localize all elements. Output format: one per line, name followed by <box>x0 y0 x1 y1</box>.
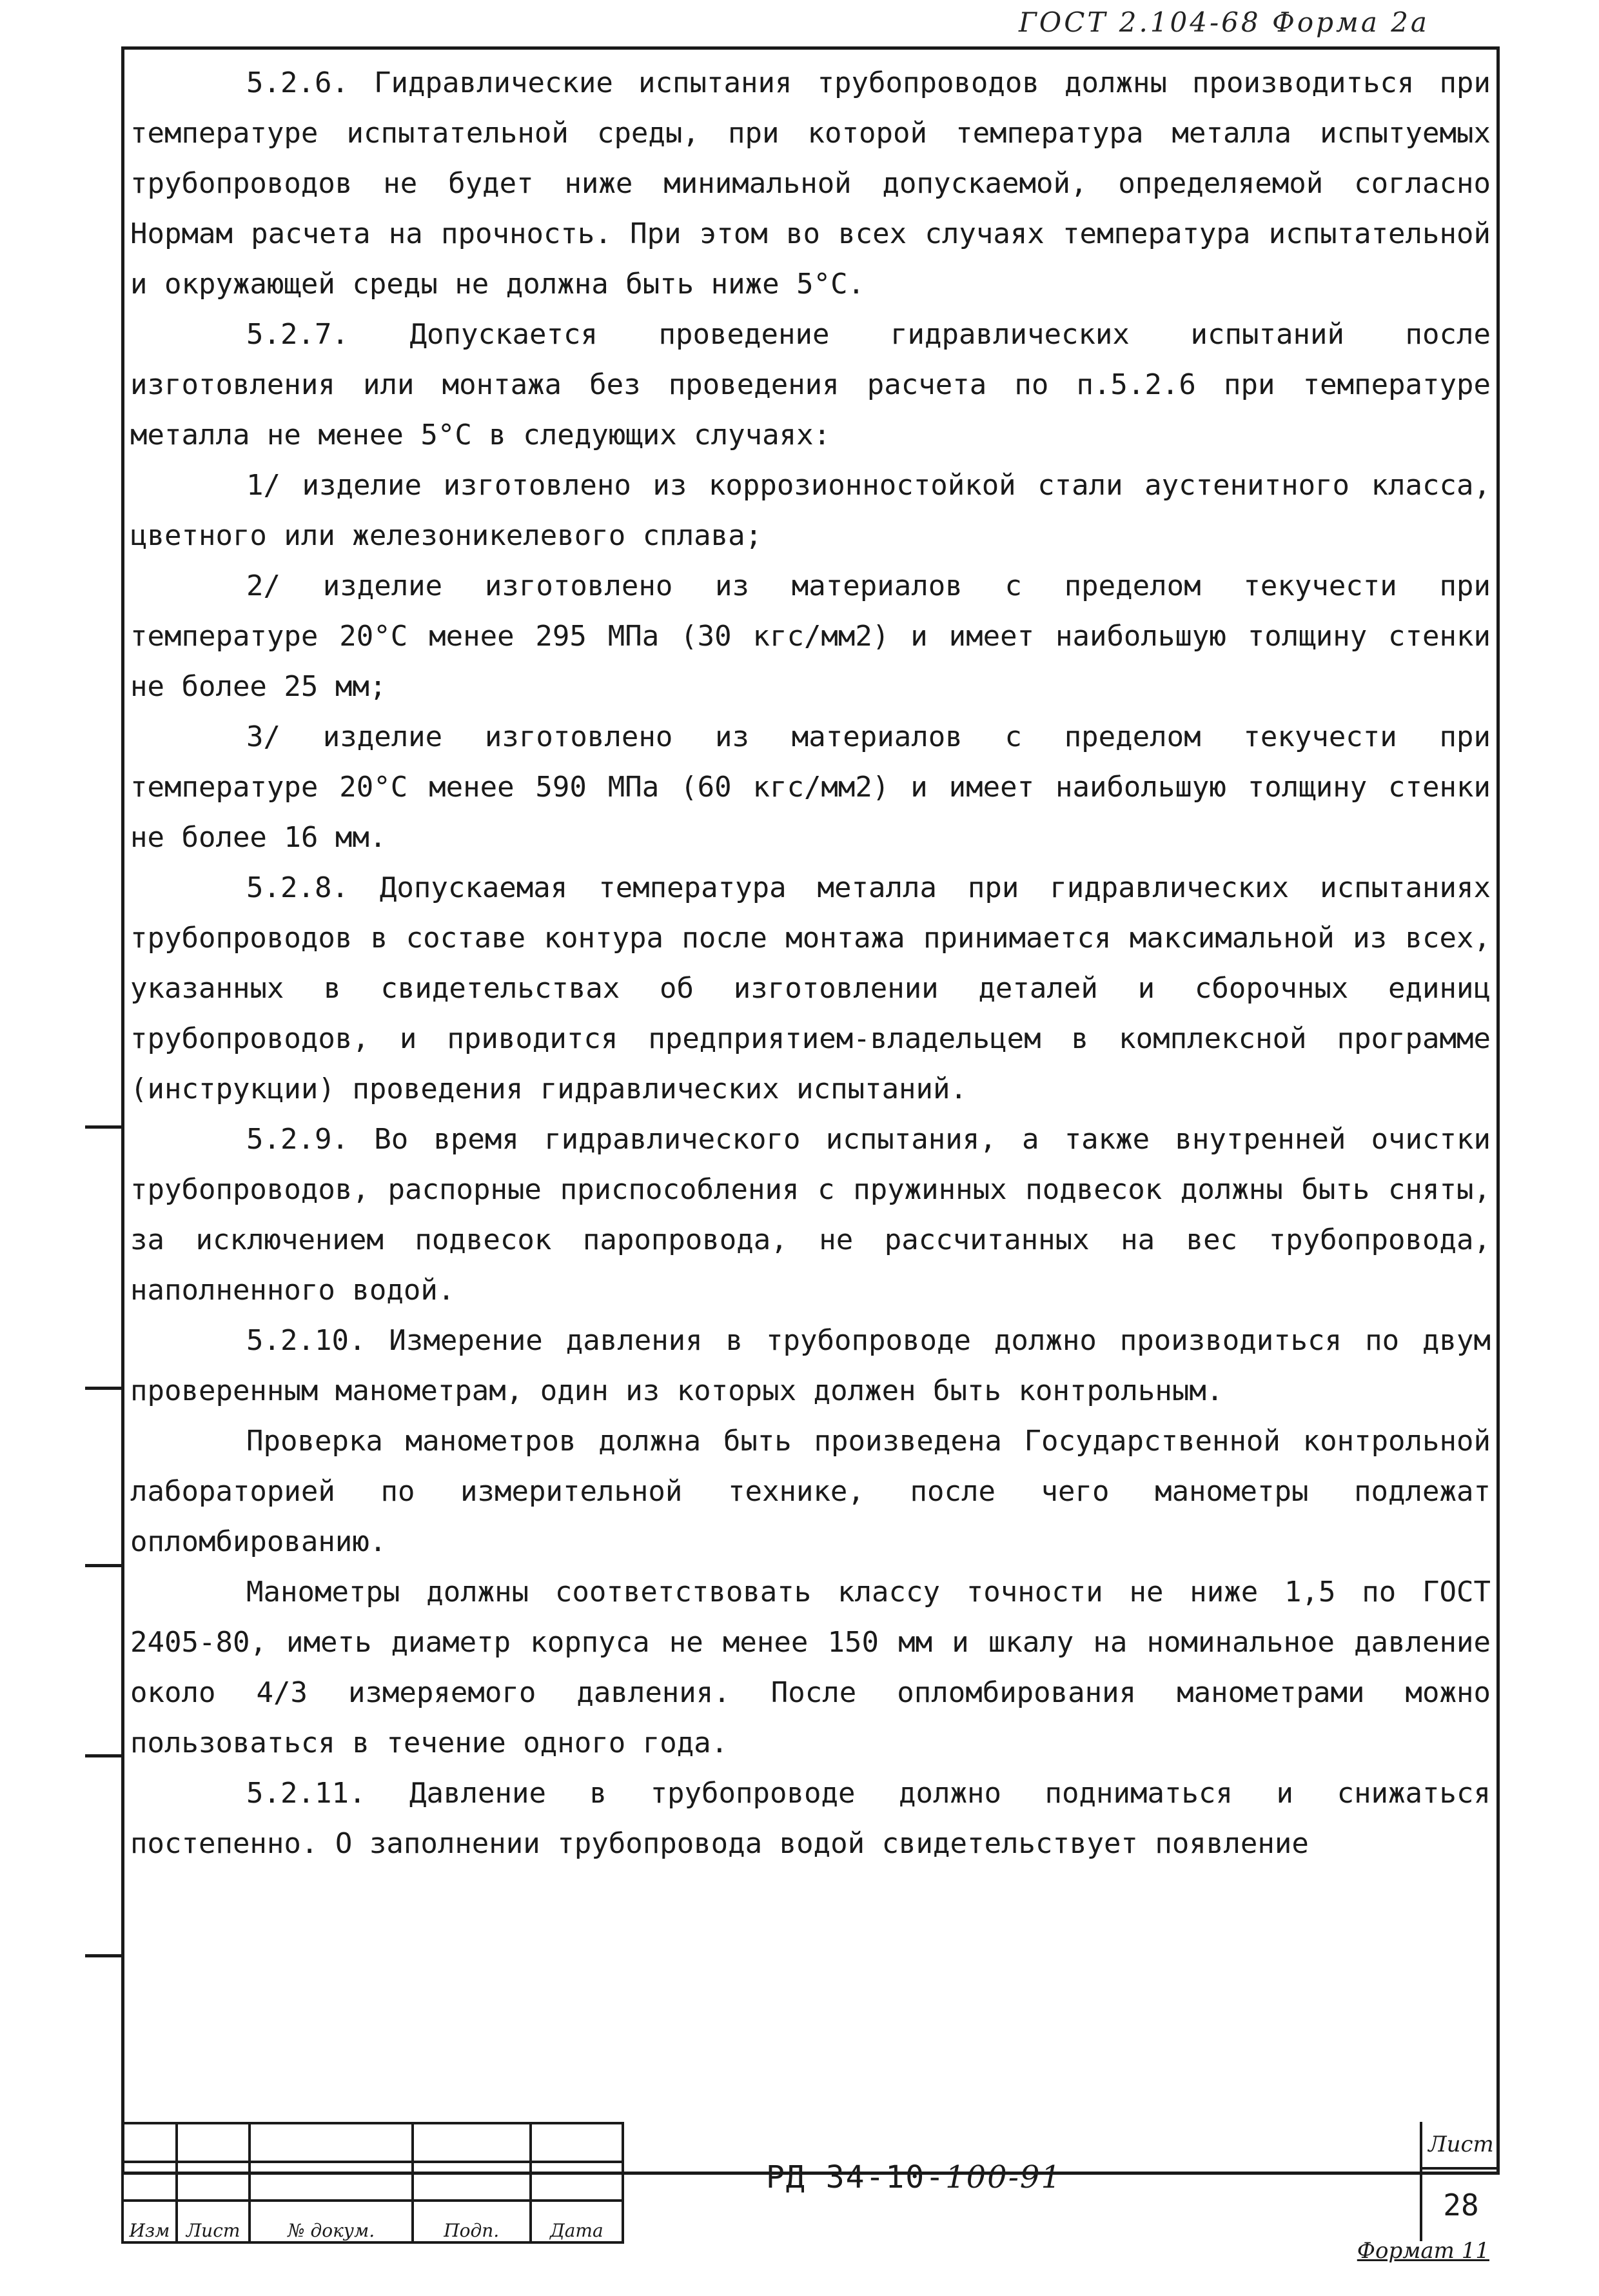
label-change: Изм <box>123 2201 177 2242</box>
doc-code-handwritten: 100-91 <box>945 2159 1063 2195</box>
label-sheet: Лист <box>177 2201 250 2242</box>
paragraph-5-2-10: 5.2.10. Измерение давления в трубопроводе должно производиться по двум проверенным манометрам, один из которых должен быть контрольным. <box>130 1324 1491 1407</box>
label-date: Дата <box>531 2201 623 2242</box>
margin-mark <box>85 1754 121 1757</box>
revision-table <box>121 2122 624 2244</box>
paragraph-5-2-7: 5.2.7. Допускается проведение гидравлических испытаний после изготовления или монтажа без проведения расчета по п.5.2.6 при температуре металла не менее 5°С в следующих случаях: <box>130 318 1491 451</box>
sheet-box <box>1420 2122 1500 2241</box>
document-body <box>130 58 1491 2296</box>
margin-mark <box>85 1954 121 1957</box>
list-item-3: 3/ изделие изготовлено из материалов с пределом текучести при температуре 20°С менее 590 МПа (60 кгс/мм2) и имеет наибольшую толщину стенки не более 16 мм. <box>130 720 1491 854</box>
paragraph-gauge-check: Проверка манометров должна быть произведена Государственной контрольной лабораторией по измерительной технике, после чего манометры подлежат опломбированию. <box>130 1425 1491 1558</box>
document-code <box>766 2159 1062 2195</box>
list-item-2: 2/ изделие изготовлено из материалов с пределом текучести при температуре 20°С менее 295 МПа (30 кгс/мм2) и имеет наибольшую толщину стенки не более 25 мм; <box>130 569 1491 703</box>
label-signature: Подп. <box>413 2201 531 2242</box>
form-stamp: ГОСТ 2.104-68 Форма 2а <box>1019 6 1429 38</box>
format-label: Формат 11 <box>1357 2238 1489 2264</box>
sheet-label: Лист <box>1422 2122 1500 2170</box>
paragraph-5-2-8: 5.2.8. Допускаемая температура металла при гидравлических испытаниях трубопроводов в составе контура после монтажа принимается максимальной из всех, указанных в свидетельствах об изготовлении деталей и сборочных единиц трубопроводов, и приводится предприятием-владельцем в комплексной программе (инструкции) проведения гидравлических испытаний. <box>130 871 1491 1105</box>
margin-mark <box>85 1564 121 1567</box>
list-item-1: 1/ изделие изготовлено из коррозионностойкой стали аустенитного класса, цветного или железоникелевого сплава; <box>130 469 1491 552</box>
title-block <box>121 2122 1500 2241</box>
label-doc-number: № докум. <box>250 2201 412 2242</box>
margin-mark <box>85 1125 121 1129</box>
paragraph-5-2-11: 5.2.11. Давление в трубопроводе должно подниматься и снижаться постепенно. О заполнении трубопровода водой свидетельствует появление <box>130 1777 1491 1860</box>
margin-mark <box>85 1387 121 1390</box>
paragraph-5-2-6: 5.2.6. Гидравлические испытания трубопроводов должны производиться при температуре испытательной среды, при которой температура металла испытуемых трубопроводов не будет ниже минимальной допускаемой, определяемой согласно Нормам расчета на прочность. При этом во всех случаях температура испытательной и окружающей среды не должна быть ниже 5°С. <box>130 66 1491 301</box>
paragraph-5-2-9: 5.2.9. Во время гидравлического испытания, а также внутренней очистки трубопроводов, распорные приспособления с пружинных подвесок должны быть сняты, за исключением подвесок паропровода, не рассчитанных на вес трубопровода, наполненного водой. <box>130 1123 1491 1307</box>
doc-code-printed: РД 34-10- <box>766 2159 946 2195</box>
sheet-number: 28 <box>1443 2188 1479 2222</box>
paragraph-gauge-class: Манометры должны соответствовать классу точности не ниже 1,5 по ГОСТ 2405-80, иметь диаметр корпуса не менее 150 мм и шкалу на номинальное давление около 4/3 измеряемого давления. После опломбирования манометрами можно пользоваться в течение одного года. <box>130 1576 1491 1759</box>
